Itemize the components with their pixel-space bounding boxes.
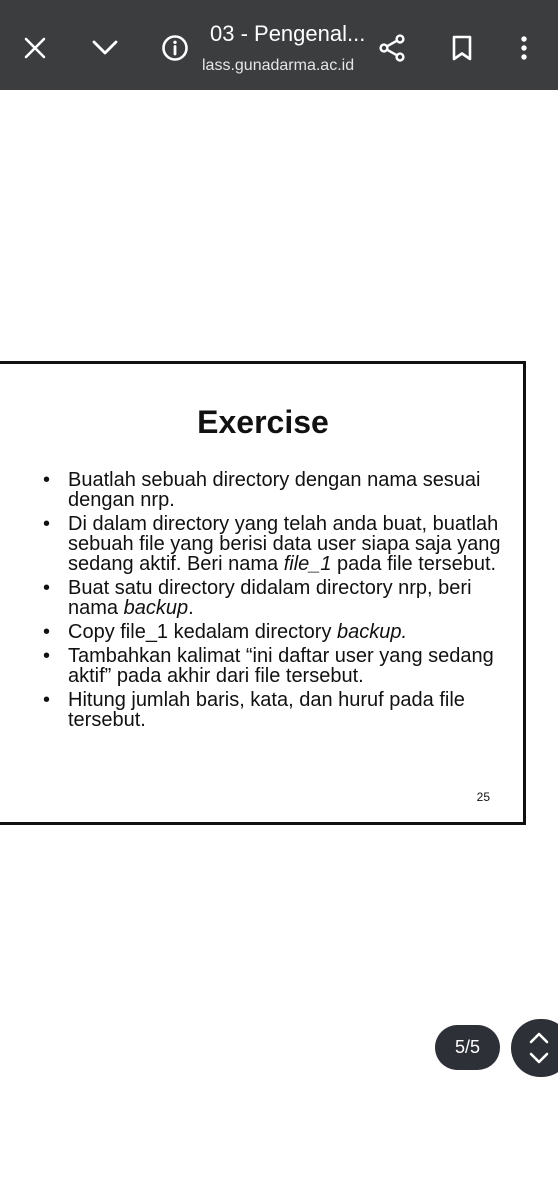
- bullet-item: [41, 646, 501, 686]
- share-icon: [377, 33, 407, 63]
- more-vert-icon: [520, 35, 528, 61]
- slide-page: [0, 361, 526, 825]
- bullet-item: [41, 470, 501, 510]
- top-toolbar: [0, 0, 558, 90]
- fast-scroll-button[interactable]: [511, 1019, 558, 1077]
- more-options-button[interactable]: [502, 26, 546, 70]
- bullet-text: Hitung jumlah baris, kata, dan huruf pada file tersebut.: [68, 689, 465, 731]
- document-title: 03 - Pengenal...: [210, 21, 365, 46]
- bullet-text: pada file tersebut.: [331, 553, 497, 575]
- collapse-button[interactable]: [83, 26, 127, 70]
- bullet-marker: •: [43, 577, 51, 599]
- slide-title: Exercise: [197, 404, 329, 440]
- bullet-list: [41, 470, 501, 734]
- bullet-text: .: [188, 597, 194, 619]
- chevron-down-icon: [91, 39, 119, 57]
- title-area: [200, 16, 365, 80]
- bullet-italic-text: backup: [123, 597, 189, 619]
- bullet-italic-text: file_1: [283, 553, 332, 575]
- share-button[interactable]: [370, 26, 414, 70]
- unfold-icon: [527, 1030, 551, 1066]
- page-indicator: 5/5: [435, 1025, 500, 1070]
- bullet-text: Di dalam directory yang telah anda buat, buatlah sebuah file yang berisi data user siapa saja yang sedang aktif. Beri nama: [68, 513, 501, 575]
- bullet-text: Buatlah sebuah directory dengan nama sesuai dengan nrp.: [68, 469, 481, 511]
- bullet-item: [41, 690, 501, 730]
- bullet-marker: •: [43, 469, 51, 491]
- bullet-text: Copy file_1 kedalam directory: [68, 621, 338, 643]
- close-icon: [23, 36, 47, 60]
- close-button[interactable]: [13, 26, 57, 70]
- bookmark-icon: [451, 34, 473, 62]
- bullet-marker: •: [43, 621, 51, 643]
- bookmark-button[interactable]: [440, 26, 484, 70]
- bullet-marker: •: [43, 645, 51, 667]
- bullet-text: Buat satu directory didalam directory nrp, beri nama: [68, 577, 472, 619]
- slide-number: 25: [476, 790, 490, 804]
- bullet-item: [41, 514, 501, 574]
- document-url: lass.gunadarma.ac.id: [202, 57, 355, 74]
- bullet-item: [41, 578, 501, 618]
- bullet-item: [41, 622, 501, 642]
- bullet-italic-text: backup.: [337, 621, 408, 643]
- bullet-marker: •: [43, 689, 51, 711]
- info-icon: [161, 34, 189, 62]
- info-button[interactable]: [153, 26, 197, 70]
- bullet-text: Tambahkan kalimat “ini daftar user yang sedang aktif” pada akhir dari file tersebut.: [68, 645, 494, 687]
- bullet-marker: •: [43, 513, 51, 535]
